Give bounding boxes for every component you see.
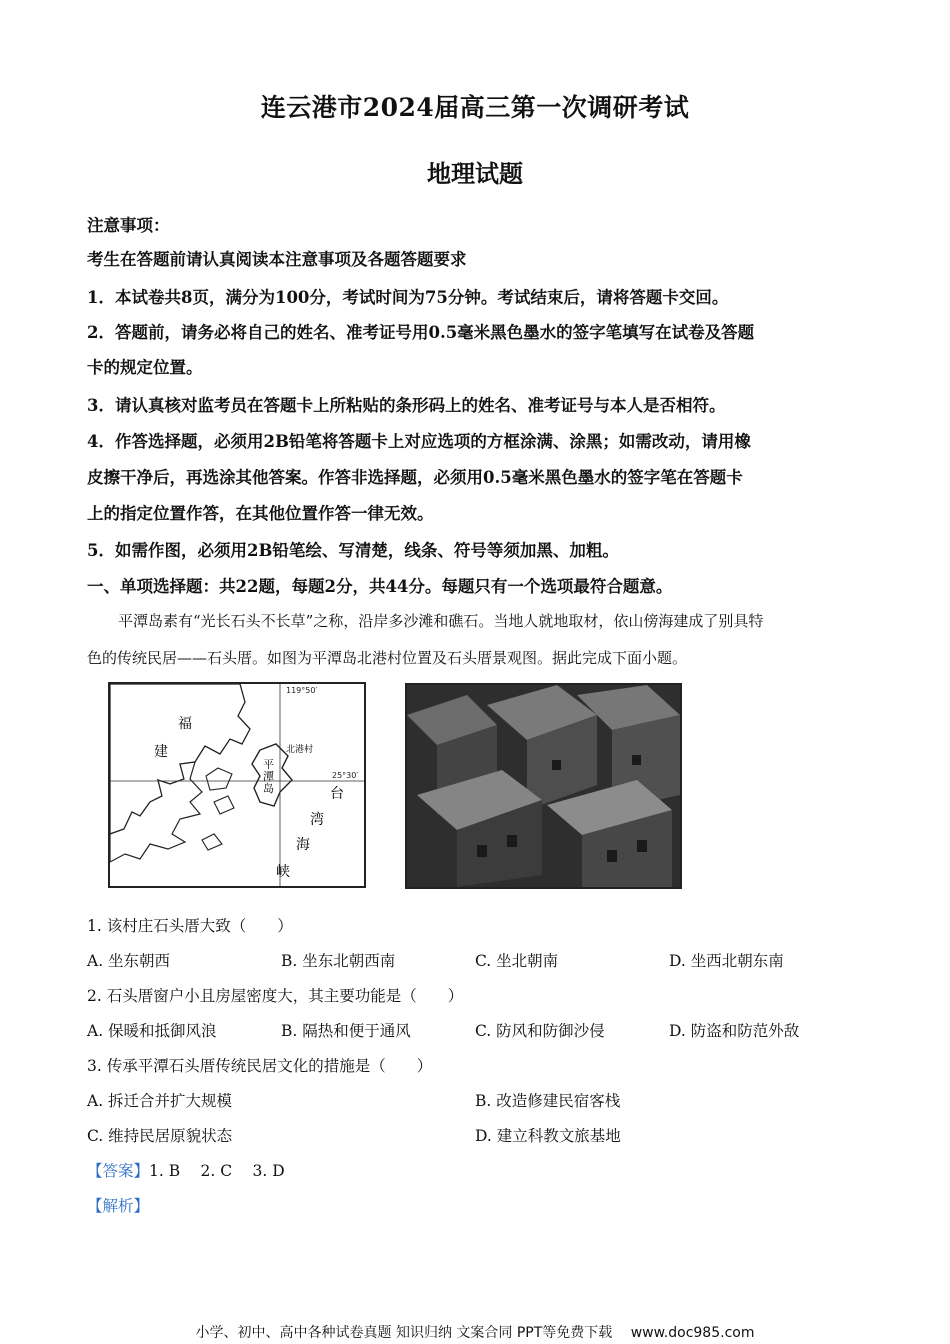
- option: B. 隔热和便于通风: [281, 1022, 411, 1040]
- map-label-jian: 建: [154, 744, 168, 760]
- notice-line: 卡的规定位置。: [87, 358, 203, 377]
- latitude-label: 25°30′: [332, 771, 359, 780]
- longitude-label: 119°50′: [286, 686, 318, 695]
- map-label-fu: 福: [178, 716, 192, 732]
- option: C. 维持民居原貌状态: [87, 1127, 233, 1145]
- analysis-tag: 【解析】: [87, 1197, 150, 1215]
- page-subtitle: 地理试题: [427, 159, 523, 188]
- option: D. 建立科教文旅基地: [475, 1127, 621, 1145]
- notice-line: 1．本试卷共8页，满分为100分，考试时间为75分钟。考试结束后，请将答题卡交回。: [87, 288, 729, 307]
- notice-line: 5．如需作图，必须用2B铅笔绘、写清楚，线条、符号等须加黑、加粗。: [87, 541, 619, 560]
- location-map: [108, 682, 366, 888]
- option: B. 改造修建民宿客栈: [475, 1092, 621, 1110]
- option: D. 坐西北朝东南: [669, 952, 784, 970]
- notice-intro: 考生在答题前请认真阅读本注意事项及各题答题要求: [87, 250, 467, 269]
- analysis-line: [87, 1194, 149, 1216]
- option: A. 拆迁合并扩大规模: [87, 1092, 233, 1110]
- map-graphic: [110, 684, 364, 886]
- page-footer: 小学、初中、高中各种试卷真题 知识归纳 文案合同 PPT等免费下载 www.doc985.com: [195, 1325, 755, 1341]
- map-label-island: 岛: [263, 782, 274, 795]
- notice-line: 3．请认真核对监考员在答题卡上所粘贴的条形码上的姓名、准考证号与本人是否相符。: [87, 396, 726, 415]
- section-heading: 一、单项选择题：共22题，每题2分，共44分。每题只有一个选项最符合题意。: [87, 577, 673, 596]
- map-label-island: 潭: [263, 770, 274, 783]
- photo-graphic: [407, 685, 680, 887]
- answer-tag: 【答案】: [87, 1162, 150, 1180]
- option: C. 防风和防御沙侵: [475, 1022, 605, 1040]
- page-title: 连云港市2024届高三第一次调研考试: [260, 93, 690, 122]
- option: D. 防盗和防范外敌: [669, 1022, 800, 1040]
- notice-line: 2．答题前，请务必将自己的姓名、准考证号用0.5毫米黑色墨水的签字笔填写在试卷及答题: [87, 323, 755, 342]
- map-label-island: 平: [263, 758, 274, 771]
- option: C. 坐北朝南: [475, 952, 559, 970]
- stone-house-photo: [405, 683, 682, 889]
- notice-line: 皮擦干净后，再选涂其他答案。作答非选择题，必须用0.5毫米黑色墨水的签字笔在答题卡: [87, 468, 743, 487]
- notice-heading: 注意事项：: [87, 216, 170, 235]
- answer-line: [87, 1159, 285, 1181]
- map-label-village: 北港村: [286, 745, 314, 755]
- passage-line: 色的传统民居——石头厝。如图为平潭岛北港村位置及石头厝景观图。据此完成下面小题。: [87, 649, 688, 667]
- answer-text: 1. B 2. C 3. D: [149, 1162, 285, 1180]
- option: B. 坐东北朝西南: [281, 952, 396, 970]
- map-label-strait: 湾: [310, 812, 324, 828]
- option: A. 坐东朝西: [87, 952, 171, 970]
- map-label-strait: 海: [296, 837, 310, 853]
- question-stem: 2. 石头厝窗户小且房屋密度大，其主要功能是（ ）: [87, 987, 464, 1005]
- map-label-strait: 台: [330, 786, 344, 802]
- question-stem: 3. 传承平潭石头厝传统民居文化的措施是（ ）: [87, 1057, 433, 1075]
- passage-line: 平潭岛素有“光长石头不长草”之称，沿岸多沙滩和礁石。当地人就地取材，依山傍海建成了别具特: [118, 612, 764, 630]
- option: A. 保暖和抵御风浪: [87, 1022, 217, 1040]
- question-stem: 1. 该村庄石头厝大致（ ）: [87, 917, 293, 935]
- notice-line: 4．作答选择题，必须用2B铅笔将答题卡上对应选项的方框涂满、涂黑；如需改动，请用橡: [87, 432, 751, 451]
- map-label-strait: 峡: [276, 864, 290, 880]
- notice-line: 上的指定位置作答，在其他位置作答一律无效。: [87, 504, 434, 523]
